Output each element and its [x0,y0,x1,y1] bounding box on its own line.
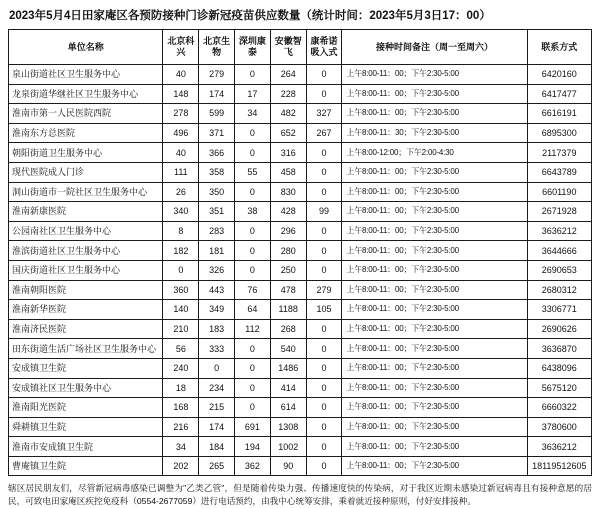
cell-kangxinuo: 0 [306,417,342,437]
table-row [9,182,592,202]
cell-beijing-kexing: 148 [163,84,199,104]
cell-beijing-wuji: 183 [199,319,235,339]
cell-anhui-zhifei: 478 [270,280,306,300]
cell-unit: 泉山街道社区卫生服务中心 [9,65,163,85]
cell-kangxinuo: 0 [306,339,342,359]
table-head [9,30,592,65]
cell-kangxinuo: 0 [306,162,342,182]
footer-text: 辖区居民朋友们，尽管新冠病毒感染已调整为"乙类乙管"，但是随着传染力强、传播速度快的传染病，对于我区近期未感染过新冠病毒且有接种意愿的居民，可致电田家庵区疾控免疫科（0554-2677059）进行电话预约，由我中心统筹安排，乘着就近接种原则，付好安排接种。 [8,483,592,507]
cell-shenzhen-kangtai: 64 [235,300,271,320]
cell-beijing-wuji: 234 [199,378,235,398]
col-header-time-note: 接种时间备注（周一至周六） [342,30,527,65]
cell-shenzhen-kangtai: 0 [235,65,271,85]
table-row [9,84,592,104]
cell-contact: 6420160 [527,65,591,85]
cell-beijing-kexing: 0 [163,260,199,280]
vaccine-supply-table [8,29,592,476]
cell-kangxinuo: 0 [306,143,342,163]
cell-beijing-wuji: 599 [199,104,235,124]
cell-beijing-kexing: 496 [163,123,199,143]
cell-time-note: 上午8:00-11：00；下午2:30-5:00 [342,260,527,280]
cell-contact: 3306771 [527,300,591,320]
table-row [9,378,592,398]
page-title: 2023年5月4日田家庵区各预防接种门诊新冠疫苗供应数量（统计时间：2023年5月3日17：00） [9,10,491,22]
cell-beijing-wuji: 283 [199,221,235,241]
cell-beijing-kexing: 216 [163,417,199,437]
cell-beijing-kexing: 202 [163,456,199,476]
cell-contact: 3780600 [527,417,591,437]
cell-time-note: 上午8:00-11：00；下午2:30-5:00 [342,319,527,339]
cell-contact: 2680312 [527,280,591,300]
col-header-kangxinuo: 康希诺吸入式 [306,30,342,65]
cell-unit: 朝阳街道卫生服务中心 [9,143,163,163]
cell-kangxinuo: 0 [306,182,342,202]
cell-unit: 淮南阳光医院 [9,398,163,418]
col-header-contact: 联系方式 [527,30,591,65]
cell-unit: 曹庵镇卫生院 [9,456,163,476]
cell-beijing-wuji: 350 [199,182,235,202]
cell-beijing-wuji: 174 [199,84,235,104]
cell-contact: 6643789 [527,162,591,182]
cell-contact: 6660322 [527,398,591,418]
cell-anhui-zhifei: 614 [270,398,306,418]
table-row [9,456,592,476]
cell-shenzhen-kangtai: 76 [235,280,271,300]
table-row [9,104,592,124]
table-row [9,123,592,143]
cell-kangxinuo: 0 [306,241,342,261]
col-header-shenzhen-kangtai: 深圳康泰 [235,30,271,65]
footer-note [8,482,592,508]
cell-anhui-zhifei: 228 [270,84,306,104]
cell-beijing-wuji: 351 [199,202,235,222]
cell-unit: 淮南东方总医院 [9,123,163,143]
table-row [9,202,592,222]
cell-anhui-zhifei: 90 [270,456,306,476]
cell-contact: 5675120 [527,378,591,398]
cell-time-note: 上午8:00-11：00；下午2:30-5:00 [342,65,527,85]
cell-anhui-zhifei: 316 [270,143,306,163]
cell-time-note: 上午8:00-11：00；下午2:30-5:00 [342,358,527,378]
table-row [9,398,592,418]
cell-beijing-kexing: 40 [163,143,199,163]
cell-beijing-wuji: 0 [199,358,235,378]
cell-beijing-kexing: 278 [163,104,199,124]
cell-beijing-wuji: 181 [199,241,235,261]
cell-anhui-zhifei: 250 [270,260,306,280]
cell-beijing-wuji: 443 [199,280,235,300]
cell-shenzhen-kangtai: 55 [235,162,271,182]
cell-unit: 淮南新华医院 [9,300,163,320]
cell-beijing-wuji: 279 [199,65,235,85]
cell-shenzhen-kangtai: 0 [235,123,271,143]
cell-anhui-zhifei: 1308 [270,417,306,437]
table-row [9,437,592,457]
col-header-anhui-zhifei: 安徽智飞 [270,30,306,65]
cell-kangxinuo: 0 [306,437,342,457]
cell-shenzhen-kangtai: 0 [235,339,271,359]
cell-anhui-zhifei: 1002 [270,437,306,457]
cell-time-note: 上午8:00-11：00；下午2:30-5:00 [342,456,527,476]
cell-time-note: 上午8:00-11：00；下午2:30-5:00 [342,241,527,261]
cell-shenzhen-kangtai: 0 [235,378,271,398]
cell-contact: 18119512605 [527,456,591,476]
cell-unit: 龙泉街道华继社区卫生服务中心 [9,84,163,104]
cell-anhui-zhifei: 428 [270,202,306,222]
cell-shenzhen-kangtai: 17 [235,84,271,104]
cell-anhui-zhifei: 296 [270,221,306,241]
table-row [9,339,592,359]
cell-beijing-wuji: 265 [199,456,235,476]
table-row [9,221,592,241]
cell-time-note: 上午8:00-11：00；下午2:30-5:00 [342,300,527,320]
col-header-beijing-wuji: 北京生物 [199,30,235,65]
cell-kangxinuo: 327 [306,104,342,124]
cell-unit: 安成镇社区卫生服务中心 [9,378,163,398]
cell-time-note: 上午8:00-11：00；下午2:30-5:00 [342,417,527,437]
cell-contact: 2671928 [527,202,591,222]
cell-unit: 洞山街道市一院社区卫生服务中心 [9,182,163,202]
cell-beijing-wuji: 366 [199,143,235,163]
cell-time-note: 上午8:00-11：00；下午2:30-5:00 [342,182,527,202]
cell-unit: 淮滨街道社区卫生服务中心 [9,241,163,261]
cell-shenzhen-kangtai: 0 [235,143,271,163]
cell-unit: 国庆街道社区卫生服务中心 [9,260,163,280]
cell-time-note: 上午8:00-11：00；下午2:30-5:00 [342,104,527,124]
cell-kangxinuo: 0 [306,358,342,378]
cell-unit: 淮南市第一人民医院西院 [9,104,163,124]
cell-contact: 6616191 [527,104,591,124]
col-header-beijing-kexing: 北京科兴 [163,30,199,65]
cell-beijing-wuji: 371 [199,123,235,143]
cell-beijing-kexing: 111 [163,162,199,182]
cell-unit: 现代医院成人门诊 [9,162,163,182]
cell-kangxinuo: 105 [306,300,342,320]
cell-contact: 6438096 [527,358,591,378]
cell-unit: 安成镇卫生院 [9,358,163,378]
cell-unit: 淮南市安成镇卫生院 [9,437,163,457]
cell-beijing-kexing: 182 [163,241,199,261]
cell-beijing-kexing: 56 [163,339,199,359]
cell-shenzhen-kangtai: 0 [235,221,271,241]
cell-contact: 6601190 [527,182,591,202]
cell-anhui-zhifei: 414 [270,378,306,398]
cell-shenzhen-kangtai: 0 [235,182,271,202]
cell-kangxinuo: 0 [306,260,342,280]
cell-contact: 6417477 [527,84,591,104]
cell-beijing-kexing: 140 [163,300,199,320]
cell-anhui-zhifei: 482 [270,104,306,124]
cell-time-note: 上午8:00-11：00；下午2:30-5:00 [342,221,527,241]
cell-time-note: 上午8:00-11：00；下午2:30-5:00 [342,437,527,457]
cell-beijing-kexing: 40 [163,65,199,85]
cell-beijing-wuji: 174 [199,417,235,437]
cell-beijing-kexing: 168 [163,398,199,418]
cell-shenzhen-kangtai: 194 [235,437,271,457]
cell-beijing-kexing: 360 [163,280,199,300]
cell-time-note: 上午8:00-11：00；下午2:30-5:00 [342,339,527,359]
cell-shenzhen-kangtai: 34 [235,104,271,124]
cell-kangxinuo: 99 [306,202,342,222]
cell-beijing-wuji: 326 [199,260,235,280]
cell-unit: 公园南社区卫生服务中心 [9,221,163,241]
cell-kangxinuo: 267 [306,123,342,143]
cell-shenzhen-kangtai: 0 [235,398,271,418]
cell-kangxinuo: 0 [306,398,342,418]
cell-kangxinuo: 0 [306,319,342,339]
cell-beijing-wuji: 358 [199,162,235,182]
cell-anhui-zhifei: 540 [270,339,306,359]
cell-unit: 舜耕镇卫生院 [9,417,163,437]
cell-kangxinuo: 279 [306,280,342,300]
cell-kangxinuo: 0 [306,456,342,476]
cell-beijing-kexing: 210 [163,319,199,339]
cell-beijing-kexing: 26 [163,182,199,202]
cell-beijing-kexing: 340 [163,202,199,222]
cell-anhui-zhifei: 1188 [270,300,306,320]
cell-beijing-wuji: 349 [199,300,235,320]
cell-shenzhen-kangtai: 112 [235,319,271,339]
cell-time-note: 上午8:00-11：00；下午2:30-5:00 [342,162,527,182]
cell-contact: 3636212 [527,221,591,241]
cell-beijing-wuji: 333 [199,339,235,359]
cell-kangxinuo: 0 [306,65,342,85]
table-row [9,260,592,280]
table-header-row [9,30,592,65]
cell-time-note: 上午8:00-11：00；下午2:30-5:00 [342,84,527,104]
col-header-unit: 单位名称 [9,30,163,65]
cell-anhui-zhifei: 280 [270,241,306,261]
cell-shenzhen-kangtai: 38 [235,202,271,222]
cell-shenzhen-kangtai: 691 [235,417,271,437]
table-row [9,417,592,437]
cell-shenzhen-kangtai: 362 [235,456,271,476]
cell-kangxinuo: 0 [306,84,342,104]
cell-contact: 2690653 [527,260,591,280]
cell-time-note: 上午8:00-11：00；下午2:30-5:00 [342,378,527,398]
cell-unit: 淮南新康医院 [9,202,163,222]
cell-anhui-zhifei: 1486 [270,358,306,378]
cell-beijing-kexing: 34 [163,437,199,457]
table-row [9,280,592,300]
cell-contact: 3644666 [527,241,591,261]
cell-beijing-wuji: 184 [199,437,235,457]
cell-kangxinuo: 0 [306,378,342,398]
table-body [9,65,592,476]
cell-anhui-zhifei: 830 [270,182,306,202]
cell-anhui-zhifei: 264 [270,65,306,85]
cell-beijing-kexing: 240 [163,358,199,378]
cell-beijing-kexing: 8 [163,221,199,241]
cell-time-note: 上午8:00-11：00；下午2:30-5:00 [342,202,527,222]
table-row [9,241,592,261]
cell-contact: 6895300 [527,123,591,143]
cell-shenzhen-kangtai: 0 [235,241,271,261]
cell-time-note: 上午8:00-12:00；下午2:00-4:30 [342,143,527,163]
cell-unit: 淮南朝阳医院 [9,280,163,300]
cell-contact: 3636212 [527,437,591,457]
table-row [9,162,592,182]
cell-beijing-wuji: 215 [199,398,235,418]
table-row [9,319,592,339]
cell-anhui-zhifei: 652 [270,123,306,143]
cell-time-note: 上午8:00-11：00；下午2:30-5:00 [342,398,527,418]
cell-contact: 3636870 [527,339,591,359]
cell-anhui-zhifei: 458 [270,162,306,182]
cell-unit: 淮南济民医院 [9,319,163,339]
cell-kangxinuo: 0 [306,221,342,241]
cell-unit: 田东街道生活广场社区卫生服务中心 [9,339,163,359]
table-row [9,300,592,320]
cell-time-note: 上午8:00-11：30；下午2:30-5:00 [342,123,527,143]
cell-shenzhen-kangtai: 0 [235,358,271,378]
cell-shenzhen-kangtai: 0 [235,260,271,280]
cell-time-note: 上午8:00-11：00；下午2:30-5:00 [342,280,527,300]
cell-anhui-zhifei: 268 [270,319,306,339]
table-row [9,358,592,378]
table-row [9,143,592,163]
table-row [9,65,592,85]
cell-contact: 2117379 [527,143,591,163]
cell-beijing-kexing: 18 [163,378,199,398]
cell-contact: 2690626 [527,319,591,339]
